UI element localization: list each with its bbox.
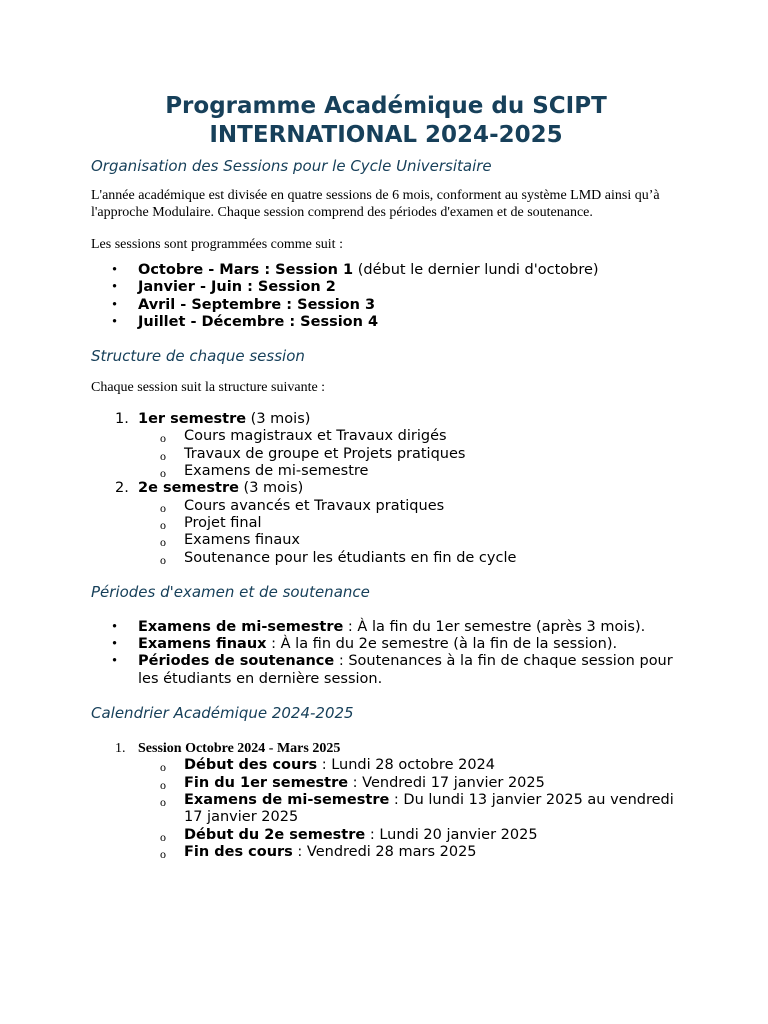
calendar-session-title: Session Octobre 2024 - Mars 2025 [138, 741, 341, 757]
session-label: Octobre - Mars : Session 1 [138, 262, 354, 278]
sessions-list [91, 262, 681, 331]
list-item [91, 740, 681, 861]
period-label: Examens de mi-semestre [138, 618, 344, 635]
date-label: Fin des cours [184, 843, 293, 860]
sublist-item [91, 792, 681, 827]
date-label: Début du 2e semestre [184, 826, 366, 843]
calendar-list [91, 740, 681, 861]
sublist-item [91, 844, 681, 861]
list-item [91, 279, 681, 296]
intro-paragraph: L'année académique est divisée en quatre sessions de 6 mois, conforment au système LMD ainsi qu’à l'approche Modulaire. Chaque session comprend des périodes d'examen et de soutenance. [91, 188, 660, 220]
list-item [91, 411, 681, 480]
section-heading-sessions: Organisation des Sessions pour le Cycle Universitaire [91, 157, 492, 175]
list-item [91, 636, 681, 653]
section-heading-calendar: Calendrier Académique 2024-2025 [91, 704, 354, 723]
session-label: Juillet - Décembre : Session 4 [138, 313, 379, 330]
exam-periods-list [91, 619, 681, 688]
semester-duration: (3 mois) [238, 480, 304, 497]
list-item [91, 480, 681, 566]
semester-label: 2e semestre [138, 480, 239, 497]
document-title: Programme Académique du SCIPT INTERNATIONAL 2024-2025 [165, 93, 607, 148]
session-label: Janvier - Juin : Session 2 [138, 279, 336, 296]
list-number: 1. [115, 741, 126, 757]
date-value: : Lundi 20 janvier 2025 [365, 826, 538, 843]
date-label: Fin du 1er semestre [184, 774, 349, 791]
list-item [91, 314, 681, 331]
sublist-item: o Cours avancés et Travaux pratiques [91, 498, 681, 515]
calendar-sublist [138, 757, 681, 861]
sublist-item: o Examens finaux [91, 532, 681, 549]
date-label: Début des cours [184, 757, 318, 774]
date-value: : Vendredi 17 janvier 2025 [348, 774, 545, 791]
sessions-lead: Les sessions sont programmées comme suit : [91, 237, 343, 252]
date-value: : Lundi 28 octobre 2024 [317, 757, 495, 774]
sublist-item: o Cours magistraux et Travaux dirigés [91, 428, 681, 445]
period-detail: : Soutenances à la fin de chaque session pour les étudiants en dernière session. [138, 653, 673, 687]
period-label: Examens finaux [138, 636, 267, 653]
date-label: Examens de mi-semestre [184, 791, 390, 808]
semester-sublist [138, 428, 681, 480]
sublist-item [91, 775, 681, 792]
sublist-item: o Soutenance pour les étudiants en fin de cycle [91, 550, 681, 567]
list-item [91, 653, 681, 688]
structure-lead: Chaque session suit la structure suivante : [91, 380, 326, 396]
session-label: Avril - Septembre : Session 3 [138, 296, 376, 313]
section-heading-structure: Structure de chaque session [91, 347, 305, 366]
semester-label: 1er semestre [138, 411, 247, 428]
sublist-item [91, 827, 681, 844]
sublist-item: o Travaux de groupe et Projets pratiques [91, 446, 681, 463]
list-item [91, 297, 681, 314]
session-note: (début le dernier lundi d'octobre) [353, 262, 599, 278]
semester-sublist [138, 498, 681, 567]
semester-duration: (3 mois) [246, 411, 311, 428]
list-number: 2. [115, 480, 129, 497]
section-heading-exams: Périodes d'examen et de soutenance [91, 582, 370, 601]
list-item [91, 262, 681, 279]
period-detail: : À la fin du 1er semestre (après 3 mois). [343, 618, 646, 635]
period-label: Périodes de soutenance [138, 653, 335, 670]
sublist-item [91, 757, 681, 774]
list-item [91, 619, 681, 636]
date-value: : Du lundi 13 janvier 2025 au vendredi 17 janvier 2025 [184, 791, 674, 826]
period-detail: : À la fin du 2e semestre (à la fin de la session). [266, 636, 618, 653]
sublist-item: o Projet final [91, 515, 681, 532]
sublist-item: o Examens de mi-semestre [91, 463, 681, 480]
semesters-list [91, 411, 681, 567]
date-value: : Vendredi 28 mars 2025 [292, 843, 477, 860]
list-number: 1. [115, 411, 129, 428]
document-page [91, 92, 681, 861]
